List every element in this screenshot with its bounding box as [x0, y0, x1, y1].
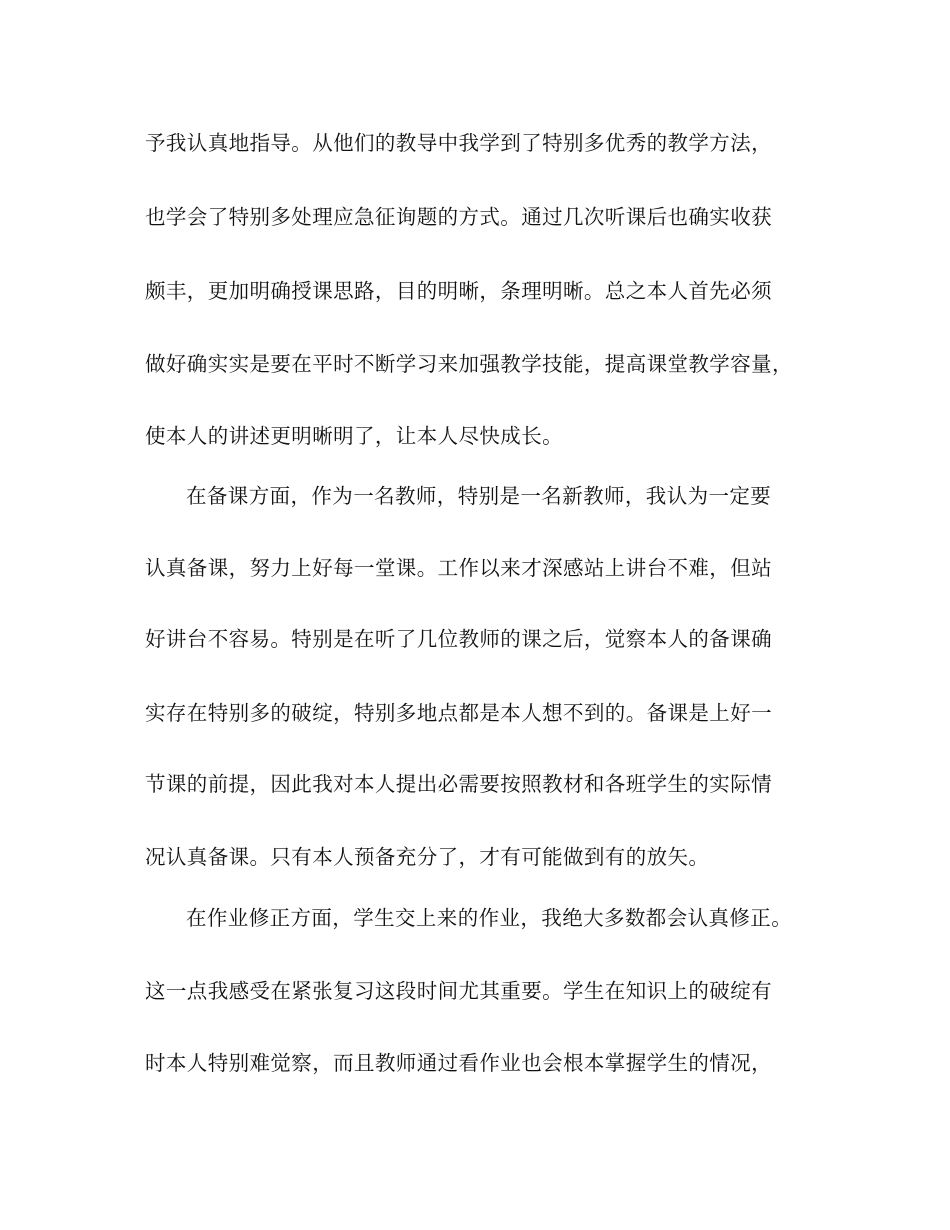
text-line: 予我认真地指导。从他们的教导中我学到了特别多优秀的教学方法， [145, 131, 772, 155]
text-line: 这一点我感受在紧张复习这段时间尤其重要。学生在知识上的破绽有 [145, 979, 772, 1003]
text-line: 况认真备课。只有本人预备充分了，才有可能做到有的放矢。 [145, 845, 710, 869]
text-line: 做好确实实是要在平时不断学习来加强教学技能，提高课堂教学容量， [145, 352, 793, 376]
text-line: 节课的前提，因此我对本人提出必需要按照教材和各班学生的实际情 [145, 772, 772, 796]
text-line: 实存在特别多的破绽，特别多地点都是本人想不到的。备课是上好一 [145, 701, 772, 725]
text-line: 认真备课，努力上好每一堂课。工作以来才深感站上讲台不难，但站 [145, 556, 772, 580]
paragraph-start-line: 在备课方面，作为一名教师，特别是一名新教师，我认为一定要 [186, 484, 772, 508]
text-line: 颇丰，更加明确授课思路，目的明晰，条理明晰。总之本人首先必须 [145, 279, 772, 303]
paragraph-start-line: 在作业修正方面，学生交上来的作业，我绝大多数都会认真修正。 [186, 906, 793, 930]
text-line: 时本人特别难觉察，而且教师通过看作业也会根本掌握学生的情况， [145, 1051, 772, 1075]
text-line: 使本人的讲述更明晰明了，让本人尽快成长。 [145, 424, 563, 448]
text-line: 好讲台不容易。特别是在听了几位教师的课之后，觉察本人的备课确 [145, 627, 772, 651]
text-line: 也学会了特别多处理应急征询题的方式。通过几次听课后也确实收获 [145, 205, 772, 229]
